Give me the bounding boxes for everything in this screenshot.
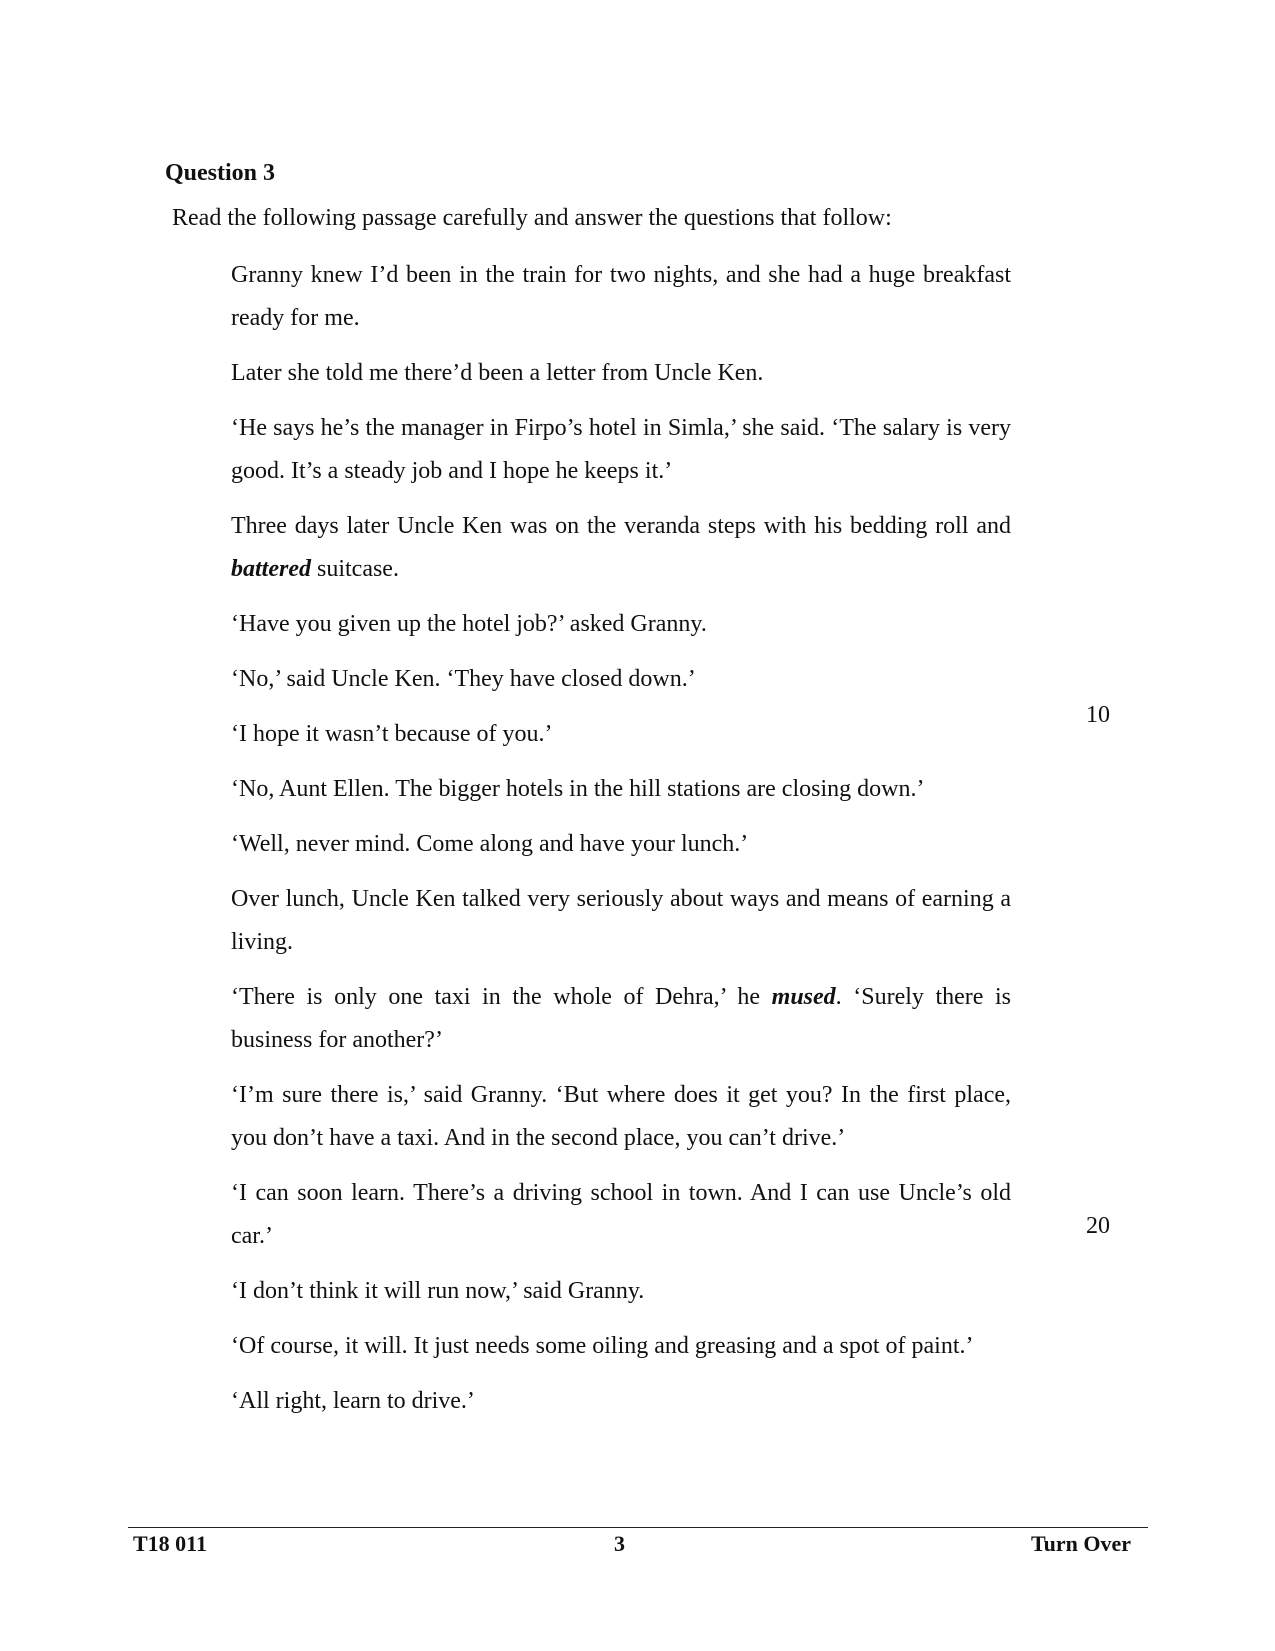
passage-paragraph: ‘I can soon learn. There’s a driving school in town. And I can use Uncle’s old car.’ [231, 1180, 1011, 1249]
passage-paragraph: ‘He says he’s the manager in Firpo’s hotel in Simla,’ she said. ‘The salary is very good. It’s a steady job and I hope he keeps it.’ [231, 415, 1011, 484]
text-run: suitcase. [310, 556, 399, 582]
line-number: 20 [1086, 1213, 1110, 1239]
passage-paragraph: ‘No, Aunt Ellen. The bigger hotels in the hill stations are closing down.’ [231, 776, 925, 802]
emphasized-word: battered [231, 556, 311, 582]
passage-paragraph: ‘I don’t think it will run now,’ said Granny. [231, 1278, 645, 1304]
text-run: . ‘Surely there is business for another?’ [231, 984, 1012, 1053]
page-number: 3 [614, 1531, 625, 1556]
passage-paragraph: Over lunch, Uncle Ken talked very seriously about ways and means of earning a living. [231, 886, 1011, 955]
passage-paragraph: ‘I’m sure there is,’ said Granny. ‘But where does it get you? In the first place, you don’t have a taxi. And in the second place, you can’t drive.’ [231, 1082, 1011, 1151]
instruction-text: Read the following passage carefully and answer the questions that follow: [172, 205, 892, 231]
emphasized-word: mused [771, 984, 836, 1010]
turn-over-label: Turn Over [1031, 1531, 1132, 1556]
passage-paragraph: ‘All right, learn to drive.’ [231, 1388, 475, 1414]
passage-paragraph: ‘Of course, it will. It just needs some oiling and greasing and a spot of paint.’ [231, 1333, 974, 1359]
passage-paragraph: ‘No,’ said Uncle Ken. ‘They have closed down.’ [231, 666, 696, 692]
text-run: Three days later Uncle Ken was on the veranda steps with his bedding roll and [231, 513, 1011, 539]
passage-paragraph: Granny knew I’d been in the train for two nights, and she had a huge breakfast ready for me. [231, 262, 1011, 331]
paper-code: T18 011 [133, 1531, 207, 1556]
passage-paragraph: ‘I hope it wasn’t because of you.’ [231, 721, 553, 747]
footer-divider [128, 1527, 1148, 1528]
passage [231, 254, 1011, 1435]
passage-paragraph [231, 976, 1011, 1062]
text-run: ‘There is only one taxi in the whole of Dehra,’ he [231, 984, 772, 1010]
passage-paragraph: ‘Well, never mind. Come along and have your lunch.’ [231, 831, 749, 857]
line-number: 10 [1086, 702, 1110, 728]
passage-paragraph [231, 505, 1011, 591]
passage-paragraph: Later she told me there’d been a letter from Uncle Ken. [231, 360, 764, 386]
question-title: Question 3 [165, 160, 276, 186]
passage-paragraph: ‘Have you given up the hotel job?’ asked Granny. [231, 611, 707, 637]
